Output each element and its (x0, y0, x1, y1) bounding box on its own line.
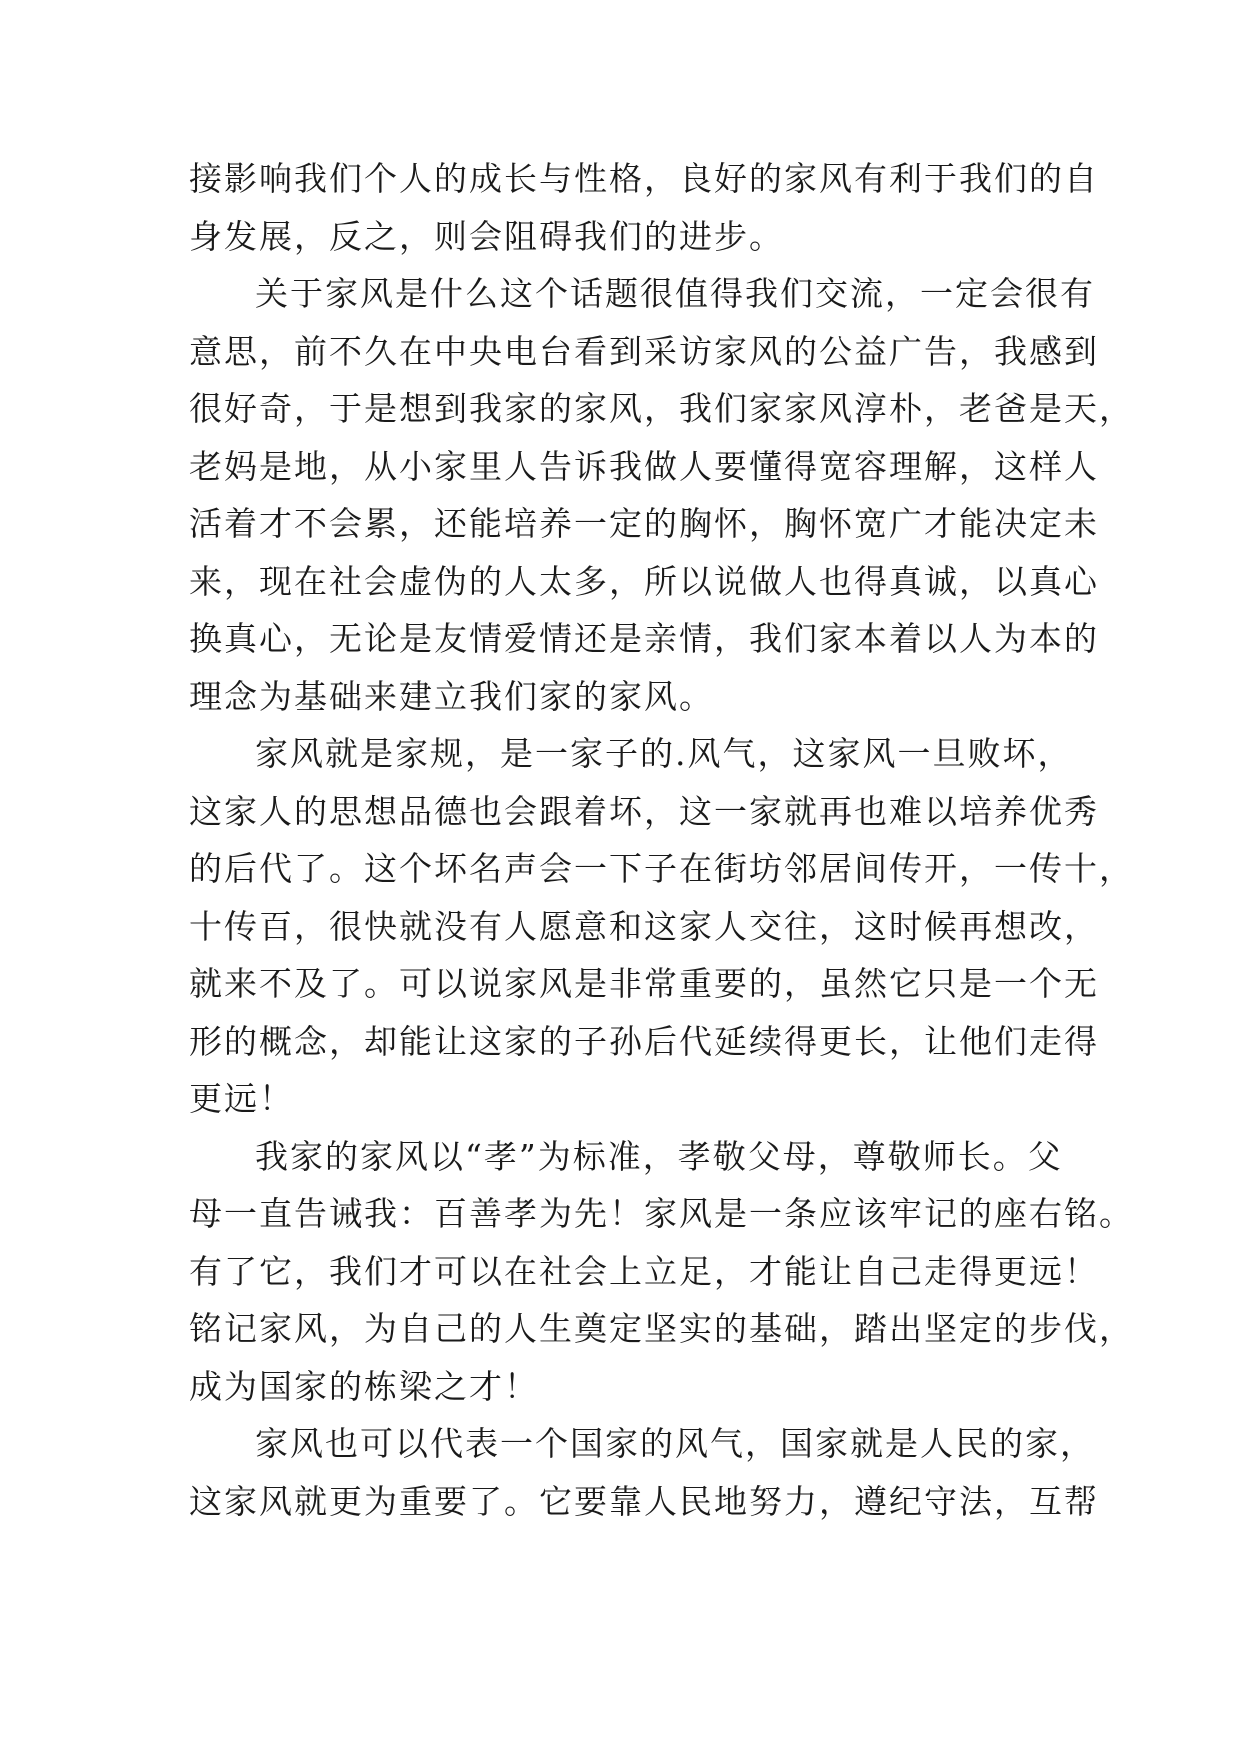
paragraph (189, 1415, 1099, 1530)
text-line: 的后代了。这个坏名声会一下子在街坊邻居间传开，一传十， (189, 849, 1134, 888)
text-line: 铭记家风，为自己的人生奠定坚实的基础，踏出坚定的步伐， (189, 1309, 1134, 1348)
text-line: 意思，前不久在中央电台看到采访家风的公益广告，我感到 (189, 331, 1099, 371)
text-line: 家风就是家规，是一家子的.风气，这家风一旦败坏， (255, 734, 1073, 773)
text-line: 身发展，反之，则会阻碍我们的进步。 (189, 216, 784, 256)
text-line: 这家风就更为重要了。它要靠人民地努力，遵纪守法，互帮 (189, 1481, 1099, 1521)
text-line: 有了它，我们才可以在社会上立足，才能让自己走得更远！ (189, 1251, 1099, 1291)
document-body (189, 150, 1134, 1530)
paragraph (189, 150, 1099, 265)
text-line: 接影响我们个人的成长与性格，良好的家风有利于我们的自 (189, 159, 1099, 198)
text-line: 更远！ (189, 1079, 294, 1118)
text-line: 这家人的思想品德也会跟着坏，这一家就再也难以培养优秀 (189, 791, 1099, 831)
text-line: 十传百，很快就没有人愿意和这家人交往，这时候再想改， (189, 906, 1099, 946)
paragraph (189, 725, 1134, 1128)
paragraph (189, 1128, 1134, 1416)
text-line: 我家的家风以“孝”为标准，孝敬父母，尊敬师长。父 (255, 1136, 1063, 1176)
text-line: 理念为基础来建立我们家的家风。 (189, 676, 714, 716)
text-line: 母一直告诫我：百善孝为先！家风是一条应该牢记的座右铭。 (189, 1194, 1134, 1233)
text-line: 来，现在社会虚伪的人太多，所以说做人也得真诚，以真心 (189, 561, 1099, 601)
text-line: 换真心，无论是友情爱情还是亲情，我们家本着以人为本的 (189, 619, 1099, 658)
text-line: 很好奇，于是想到我家的家风，我们家家风淳朴，老爸是天， (189, 389, 1134, 428)
text-line: 形的概念，却能让这家的子孙后代延续得更长，让他们走得 (189, 1021, 1099, 1061)
text-line: 就来不及了。可以说家风是非常重要的，虽然它只是一个无 (189, 964, 1099, 1003)
text-line: 关于家风是什么这个话题很值得我们交流，一定会很有 (255, 274, 1095, 313)
text-line: 家风也可以代表一个国家的风气，国家就是人民的家， (255, 1424, 1095, 1463)
text-line: 老妈是地，从小家里人告诉我做人要懂得宽容理解，这样人 (189, 446, 1099, 486)
paragraph (189, 265, 1134, 725)
text-line: 活着才不会累，还能培养一定的胸怀，胸怀宽广才能决定未 (189, 504, 1099, 543)
text-line: 成为国家的栋梁之才！ (189, 1366, 539, 1406)
